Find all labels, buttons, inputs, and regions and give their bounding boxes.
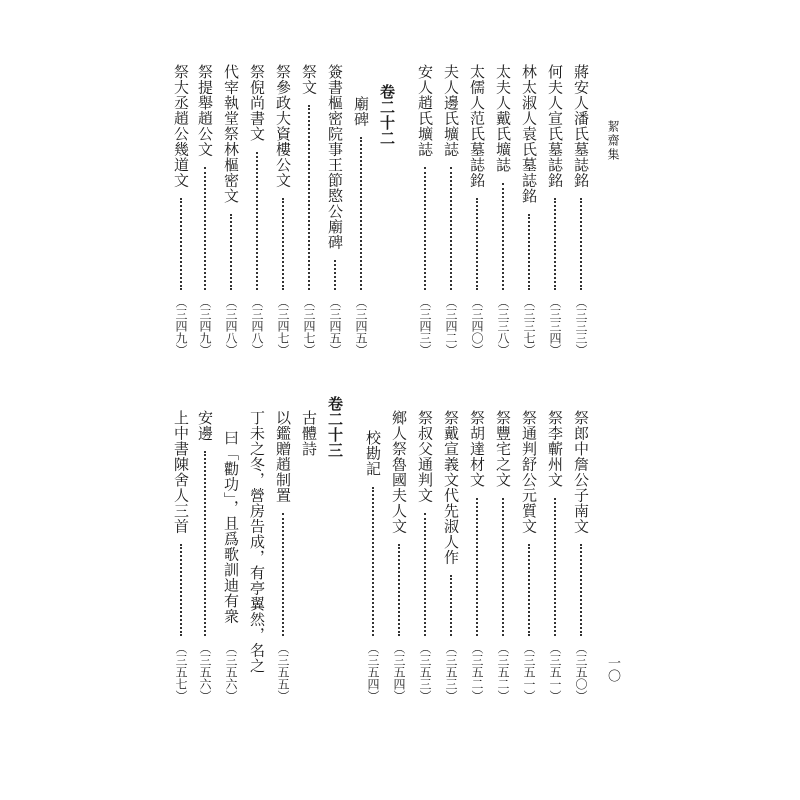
entry-title: 祭豐宅之文 [494, 410, 512, 488]
leader-dots [334, 260, 336, 290]
entry-title: 何夫人宣氏墓誌銘 [546, 64, 564, 188]
entry-title: 鄉人祭魯國夫人文 [390, 410, 408, 534]
entry-page-number: （三四〇） [470, 296, 484, 356]
toc-entry[interactable] [570, 0, 592, 800]
leader-dots [398, 544, 400, 636]
entry-title: 祭參政大資樓公文 [274, 64, 292, 188]
toc-entry[interactable] [492, 0, 514, 800]
entry-page-number: （三四五） [354, 296, 368, 356]
toc-entry[interactable] [350, 0, 372, 800]
toc-entry[interactable] [272, 0, 294, 800]
toc-entry[interactable] [518, 0, 540, 800]
entry-page-number: （三五五） [276, 642, 290, 702]
entry-page-number: （三四五） [328, 296, 342, 356]
leader-dots [360, 137, 362, 290]
entry-page-number: （三五六） [224, 642, 238, 702]
entry-title: 祭郎中詹公子南文 [572, 410, 590, 534]
toc-entry[interactable] [220, 0, 242, 800]
entry-page-number: （三四八） [250, 296, 264, 356]
entry-page-number: （三三八） [496, 296, 510, 356]
entry-title: 上中書陳舍人三首 [172, 410, 190, 534]
entry-title: 校勘記 [364, 430, 382, 477]
entry-title: 祭通判舒公元質文 [520, 410, 538, 534]
leader-dots [256, 152, 258, 291]
entry-page-number: （三五二） [470, 642, 484, 702]
entry-page-number: （三四九） [174, 296, 188, 356]
entry-title: 古體詩 [300, 410, 318, 457]
toc-entry[interactable] [194, 0, 216, 800]
entry-title: 曰「勸功」，且爲歌訓迪有衆 [222, 430, 240, 624]
volume-heading: 卷二十二 [378, 84, 396, 146]
toc-entry[interactable] [440, 0, 462, 800]
toc-entry[interactable] [376, 0, 398, 800]
leader-dots [554, 198, 556, 290]
entry-page-number: （三五四） [366, 642, 380, 702]
toc-entry[interactable] [246, 0, 268, 800]
entry-title: 安人趙氏壙誌 [416, 64, 434, 157]
leader-dots [180, 198, 182, 290]
leader-dots [580, 198, 582, 290]
entry-title: 以鑑贈趙制置 [274, 410, 292, 503]
leader-dots [372, 487, 374, 637]
entry-page-number: （三五四） [392, 642, 406, 702]
entry-page-number: （三五一） [548, 642, 562, 702]
toc-entry[interactable] [170, 0, 192, 800]
entry-title: 祭叔父通判文 [416, 410, 434, 503]
entry-title: 祭胡達材文 [468, 410, 486, 488]
leader-dots [476, 198, 478, 290]
entry-page-number: （三五三） [444, 642, 458, 702]
entry-page-number: （三三四） [548, 296, 562, 356]
entry-title: 夫人邊氏壙誌 [442, 64, 460, 157]
entry-title: 祭大丞趙公幾道文 [172, 64, 190, 188]
entry-title: 簽書樞密院事王節愍公廟碑 [326, 64, 344, 250]
entry-page-number: （三五三） [418, 642, 432, 702]
entry-title: 安邊 [196, 410, 214, 441]
toc-entry[interactable] [324, 0, 346, 800]
entry-title: 祭李蘄州文 [546, 410, 564, 488]
running-title: 絜齋集 [606, 120, 620, 162]
toc-entry[interactable] [466, 0, 488, 800]
toc-entry[interactable] [414, 0, 436, 800]
entry-page-number: （三三七） [522, 296, 536, 356]
entry-page-number: （三四三） [418, 296, 432, 356]
leader-dots [230, 214, 232, 291]
entry-title: 太夫人戴氏壙誌 [494, 64, 512, 173]
entry-title: 祭提舉趙公文 [196, 64, 214, 157]
volume-heading: 卷二十三 [326, 396, 344, 458]
leader-dots [450, 167, 452, 290]
entry-title: 林太淑人袁氏墓誌銘 [520, 64, 538, 204]
leader-dots [502, 183, 504, 291]
entry-page-number: （三四八） [224, 296, 238, 356]
entry-title: 丁未之冬，營房告成，有亭翼然，名之 [248, 410, 266, 674]
entry-page-number: （三四九） [198, 296, 212, 356]
entry-page-number: （三五〇） [574, 642, 588, 702]
entry-title: 祭戴宣義文代先淑人作 [442, 410, 460, 565]
entry-title: 祭倪尚書文 [248, 64, 266, 142]
entry-page-number: （三五七） [174, 642, 188, 702]
leader-dots [308, 105, 310, 290]
entry-title: 蔣安人潘氏墓誌銘 [572, 64, 590, 188]
leader-dots [528, 214, 530, 291]
entry-page-number: （三五一） [522, 642, 536, 702]
leader-dots [282, 198, 284, 290]
page-number: 一〇 [605, 656, 620, 682]
entry-page-number: （三四二） [444, 296, 458, 356]
entry-title: 代宰執堂祭林樞密文 [222, 64, 240, 204]
leader-dots [204, 167, 206, 290]
entry-page-number: （三三三） [574, 296, 588, 356]
leader-dots [424, 167, 426, 290]
entry-title: 祭文 [300, 64, 318, 95]
entry-page-number: （三五二） [496, 642, 510, 702]
entry-title: 太儒人范氏墓誌銘 [468, 64, 486, 188]
entry-page-number: （三四七） [302, 296, 316, 356]
entry-page-number: （三五六） [198, 642, 212, 702]
entry-page-number: （三四七） [276, 296, 290, 356]
entry-title: 廟碑 [352, 96, 370, 127]
toc-entry[interactable] [298, 0, 320, 800]
toc-entry[interactable] [544, 0, 566, 800]
